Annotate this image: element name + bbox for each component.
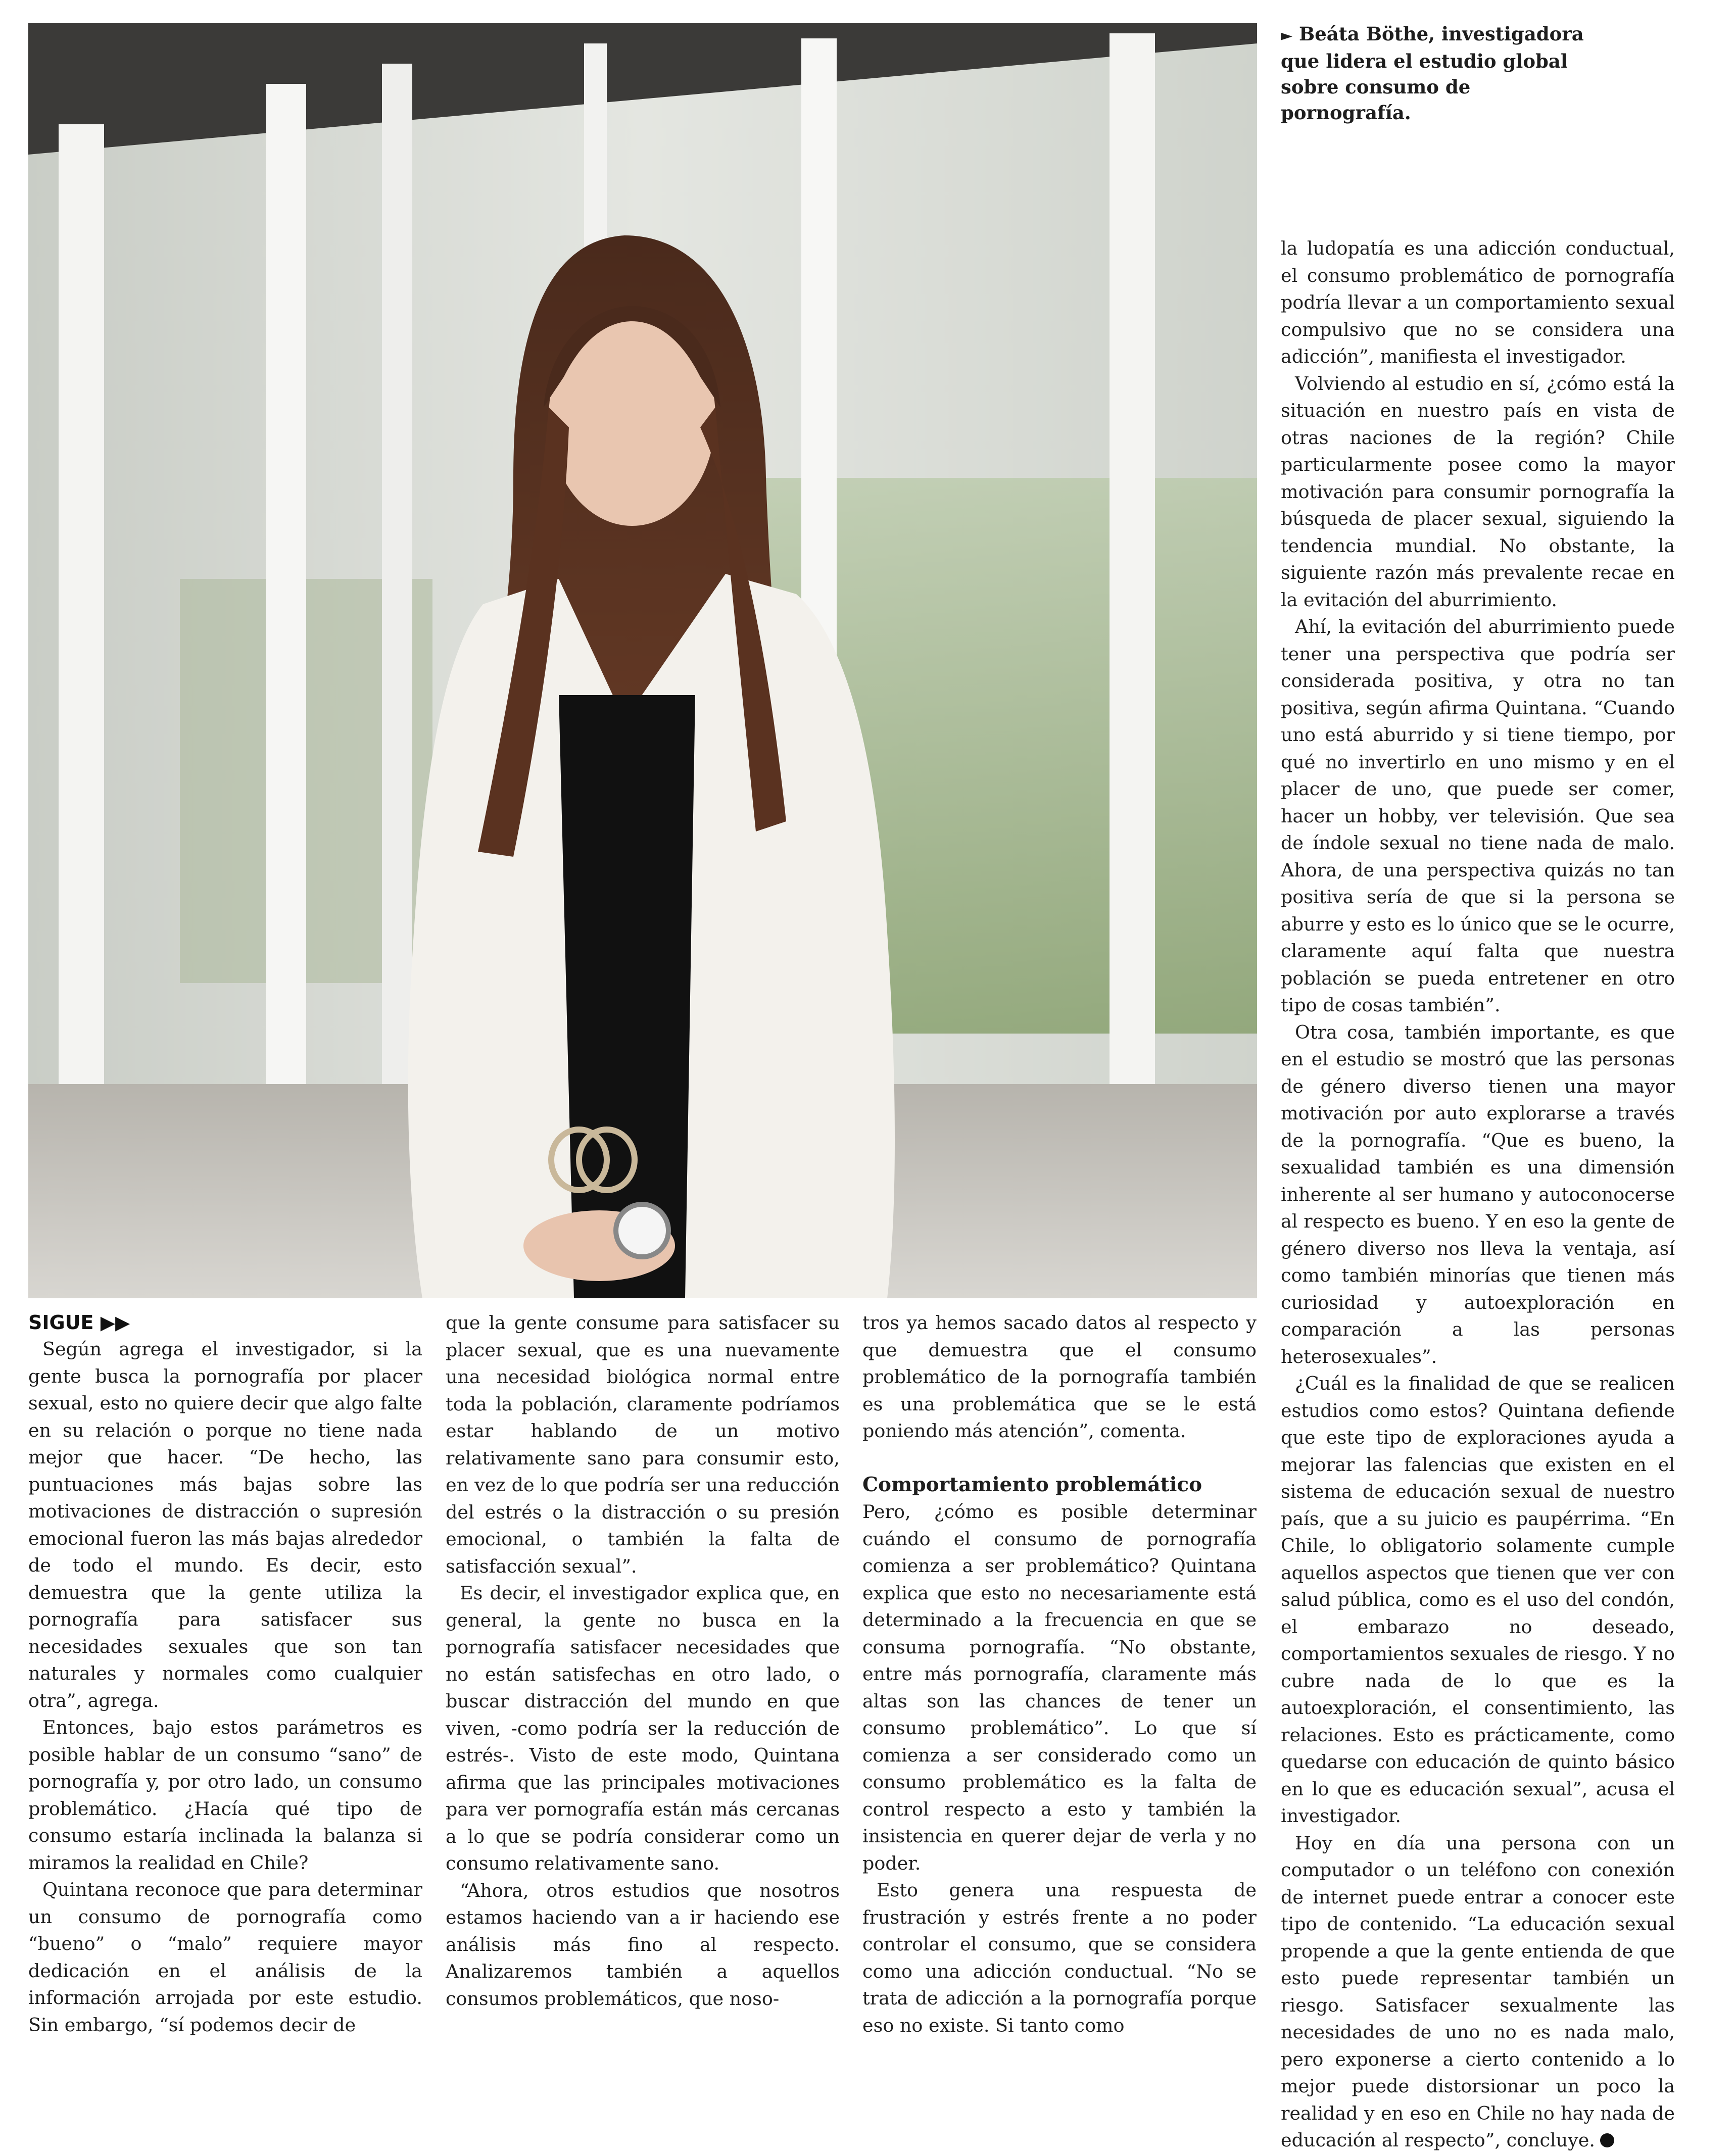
- paragraph: ¿Cuál es la finalidad de que se realicen estudios como estos? Quintana defiende que este tipo de exploraciones ayuda a mejorar las falencias que existen en el sistema de educación sexual de nuestro país, que a su juicio es paupérrima. “En Chile, lo obligatorio solamente cumple aquellos aspectos que tienen que ver con salud pública, como es el uso del condón, el embarazo no deseado, comportamientos sexuales de riesgo. Y no cubre nada de lo que es la autoexploración, el consentimiento, las relaciones. Esto es prácticamente, como quedarse con educación de quinto básico en lo que es educación sexual”, acusa el investigador.: [1281, 1373, 1675, 1827]
- photo-caption: [1281, 21, 1584, 126]
- caption-marker-icon: ►: [1281, 27, 1293, 44]
- article-column-4: [1281, 235, 1675, 2154]
- paragraph: tros ya hemos sacado datos al respecto y que demuestra que el consumo problemático de la pornografía también es una problemática que se le está poniendo más atención”, comenta.: [862, 1312, 1257, 1442]
- continues-label: SIGUE: [28, 1311, 94, 1334]
- paragraph: la ludopatía es una adicción conductual, el consumo problemático de pornografía podría llevar a un comportamiento sexual compulsivo que no se considera una adicción”, manifiesta el investigador.: [1281, 237, 1675, 367]
- caption-text: Beáta Böthe, investigadora que lidera el estudio global sobre consumo de pornografía.: [1281, 23, 1584, 124]
- portrait-photo: [28, 23, 1257, 1298]
- paragraph: que la gente consume para satisfacer su placer sexual, que es una nuevamente una necesidad biológica normal entre toda la población, claramente podríamos estar hablando de un motivo relativamente sano para consumir esto, en vez de lo que podría ser una reducción del estrés o la distracción o su presión emocional, o también la falta de satisfacción sexual”.: [446, 1312, 840, 1577]
- paragraph: Volviendo al estudio en sí, ¿cómo está la situación en nuestro país en vista de otras naciones de la región? Chile particularmente posee como la mayor motivación para consumir pornografía la búsqueda de placer sexual, siguiendo la tendencia mundial. No obstante, la siguiente razón más prevalente recae en la evitación del aburrimiento.: [1281, 372, 1675, 611]
- portrait-photo-icon: [28, 23, 1257, 1298]
- paragraph: Otra cosa, también importante, es que en el estudio se mostró que las personas de género diverso tienen una mayor motivación por auto explorarse a través de la pornografía. “Que es bueno, la sexualidad también es una dimensión inherente al ser humano y autoconocerse al respecto es bueno. Y en eso la gente de género diverso nos lleva la ventaja, así como también minorías que tienen más curiosidad y autoexploración en comparación a las personas heterosexuales”.: [1281, 1021, 1675, 1367]
- paragraph: “Ahora, otros estudios que nosotros estamos haciendo van a ir haciendo ese análisis más fino al respecto. Analizaremos también a aquellos consumos problemáticos, que noso-: [446, 1879, 840, 2010]
- article-column-3: [862, 1309, 1257, 2039]
- paragraph: Pero, ¿cómo es posible determinar cuándo el consumo de pornografía comienza a ser problemático? Quintana explica que esto no necesariamente está determinado a la frecuencia en que se consuma pornografía. “No obstante, entre más pornografía, claramente más altas son las chances de tener un consumo problemático”. Lo que sí comienza a ser considerado como un consumo problemático es la falta de control respecto a esto y también la insistencia en querer dejar de verla y no poder.: [862, 1501, 1257, 1874]
- paragraph: Esto genera una respuesta de frustración y estrés frente a no poder controlar el consumo, que se considera como una adicción conductual. “No se trata de adicción a la pornografía porque eso no existe. Si tanto como: [862, 1879, 1257, 2036]
- continues-arrows-icon: ▶▶: [100, 1311, 130, 1334]
- paragraph: Es decir, el investigador explica que, en general, la gente no busca en la pornografía satisfacer necesidades que no están satisfechas en otro lado, o buscar distracción del mundo en que viven, -como podría ser la reducción de estrés-. Visto de este modo, Quintana afirma que las principales motivaciones para ver pornografía están más cercanas a lo que se podría considerar como un consumo relativamente sano.: [446, 1582, 840, 1874]
- paragraph: Según agrega el investigador, si la gente busca la pornografía por placer sexual, esto no quiere decir que algo falte en su relación o porque no tiene nada mejor que hacer. “De hecho, las puntuaciones más bajas sobre las motivaciones de distracción o supresión emocional fueron las más bajas alrededor de todo el mundo. Es decir, esto demuestra que la gente utiliza la pornografía para satisfacer sus necesidades sexuales que son tan naturales y normales como cualquier otra”, agrega.: [28, 1338, 422, 1711]
- paragraph: [1281, 1830, 1675, 2154]
- paragraph: Quintana reconoce que para determinar un consumo de pornografía como “bueno” o “malo” requiere mayor dedicación en el análisis de la información arrojada por este estudio. Sin embargo, “sí podemos decir de: [28, 1879, 422, 2036]
- article-column-1: [28, 1309, 422, 2038]
- section-subheading: Comportamiento problemático: [862, 1473, 1202, 1496]
- article-column-2: [446, 1309, 840, 2012]
- end-of-article-icon: [1600, 2133, 1614, 2147]
- paragraph: Ahí, la evitación del aburrimiento puede tener una perspectiva que podría ser considerada positiva, y otra no tan positiva, según afirma Quintana. “Cuando uno está aburrido y si tiene tiempo, por qué no invertirlo en uno mismo y en el placer de uno, que puede ser comer, hacer un hobby, ver televisión. Que sea de índole sexual no tiene nada de malo. Ahora, de una perspectiva quizás no tan positiva sería de que si la persona se aburre y esto es lo único que se le ocurre, claramente aquí falta que nuestra población se pueda entretener en otro tipo de cosas también”.: [1281, 616, 1675, 1016]
- paragraph: Entonces, bajo estos parámetros es posible hablar de un consumo “sano” de pornografía y, por otro lado, un consumo problemático. ¿Hacía qué tipo de consumo estaría inclinada la balanza si miramos la realidad en Chile?: [28, 1717, 422, 1874]
- closing-paragraph-text: Hoy en día una persona con un computador o un teléfono con conexión de internet puede entrar a conocer este tipo de contenido. “La educación sexual propende a que la gente entienda de que esto puede representar también un riesgo. Satisfacer sexualmente las necesidades de uno no es nada malo, pero exponerse a cierto contenido a lo mejor puede distorsionar un poco la realidad y en eso en Chile no hay nada de educación al respecto”, concluye.: [1281, 1832, 1675, 2151]
- continues-marker: [28, 1309, 422, 1336]
